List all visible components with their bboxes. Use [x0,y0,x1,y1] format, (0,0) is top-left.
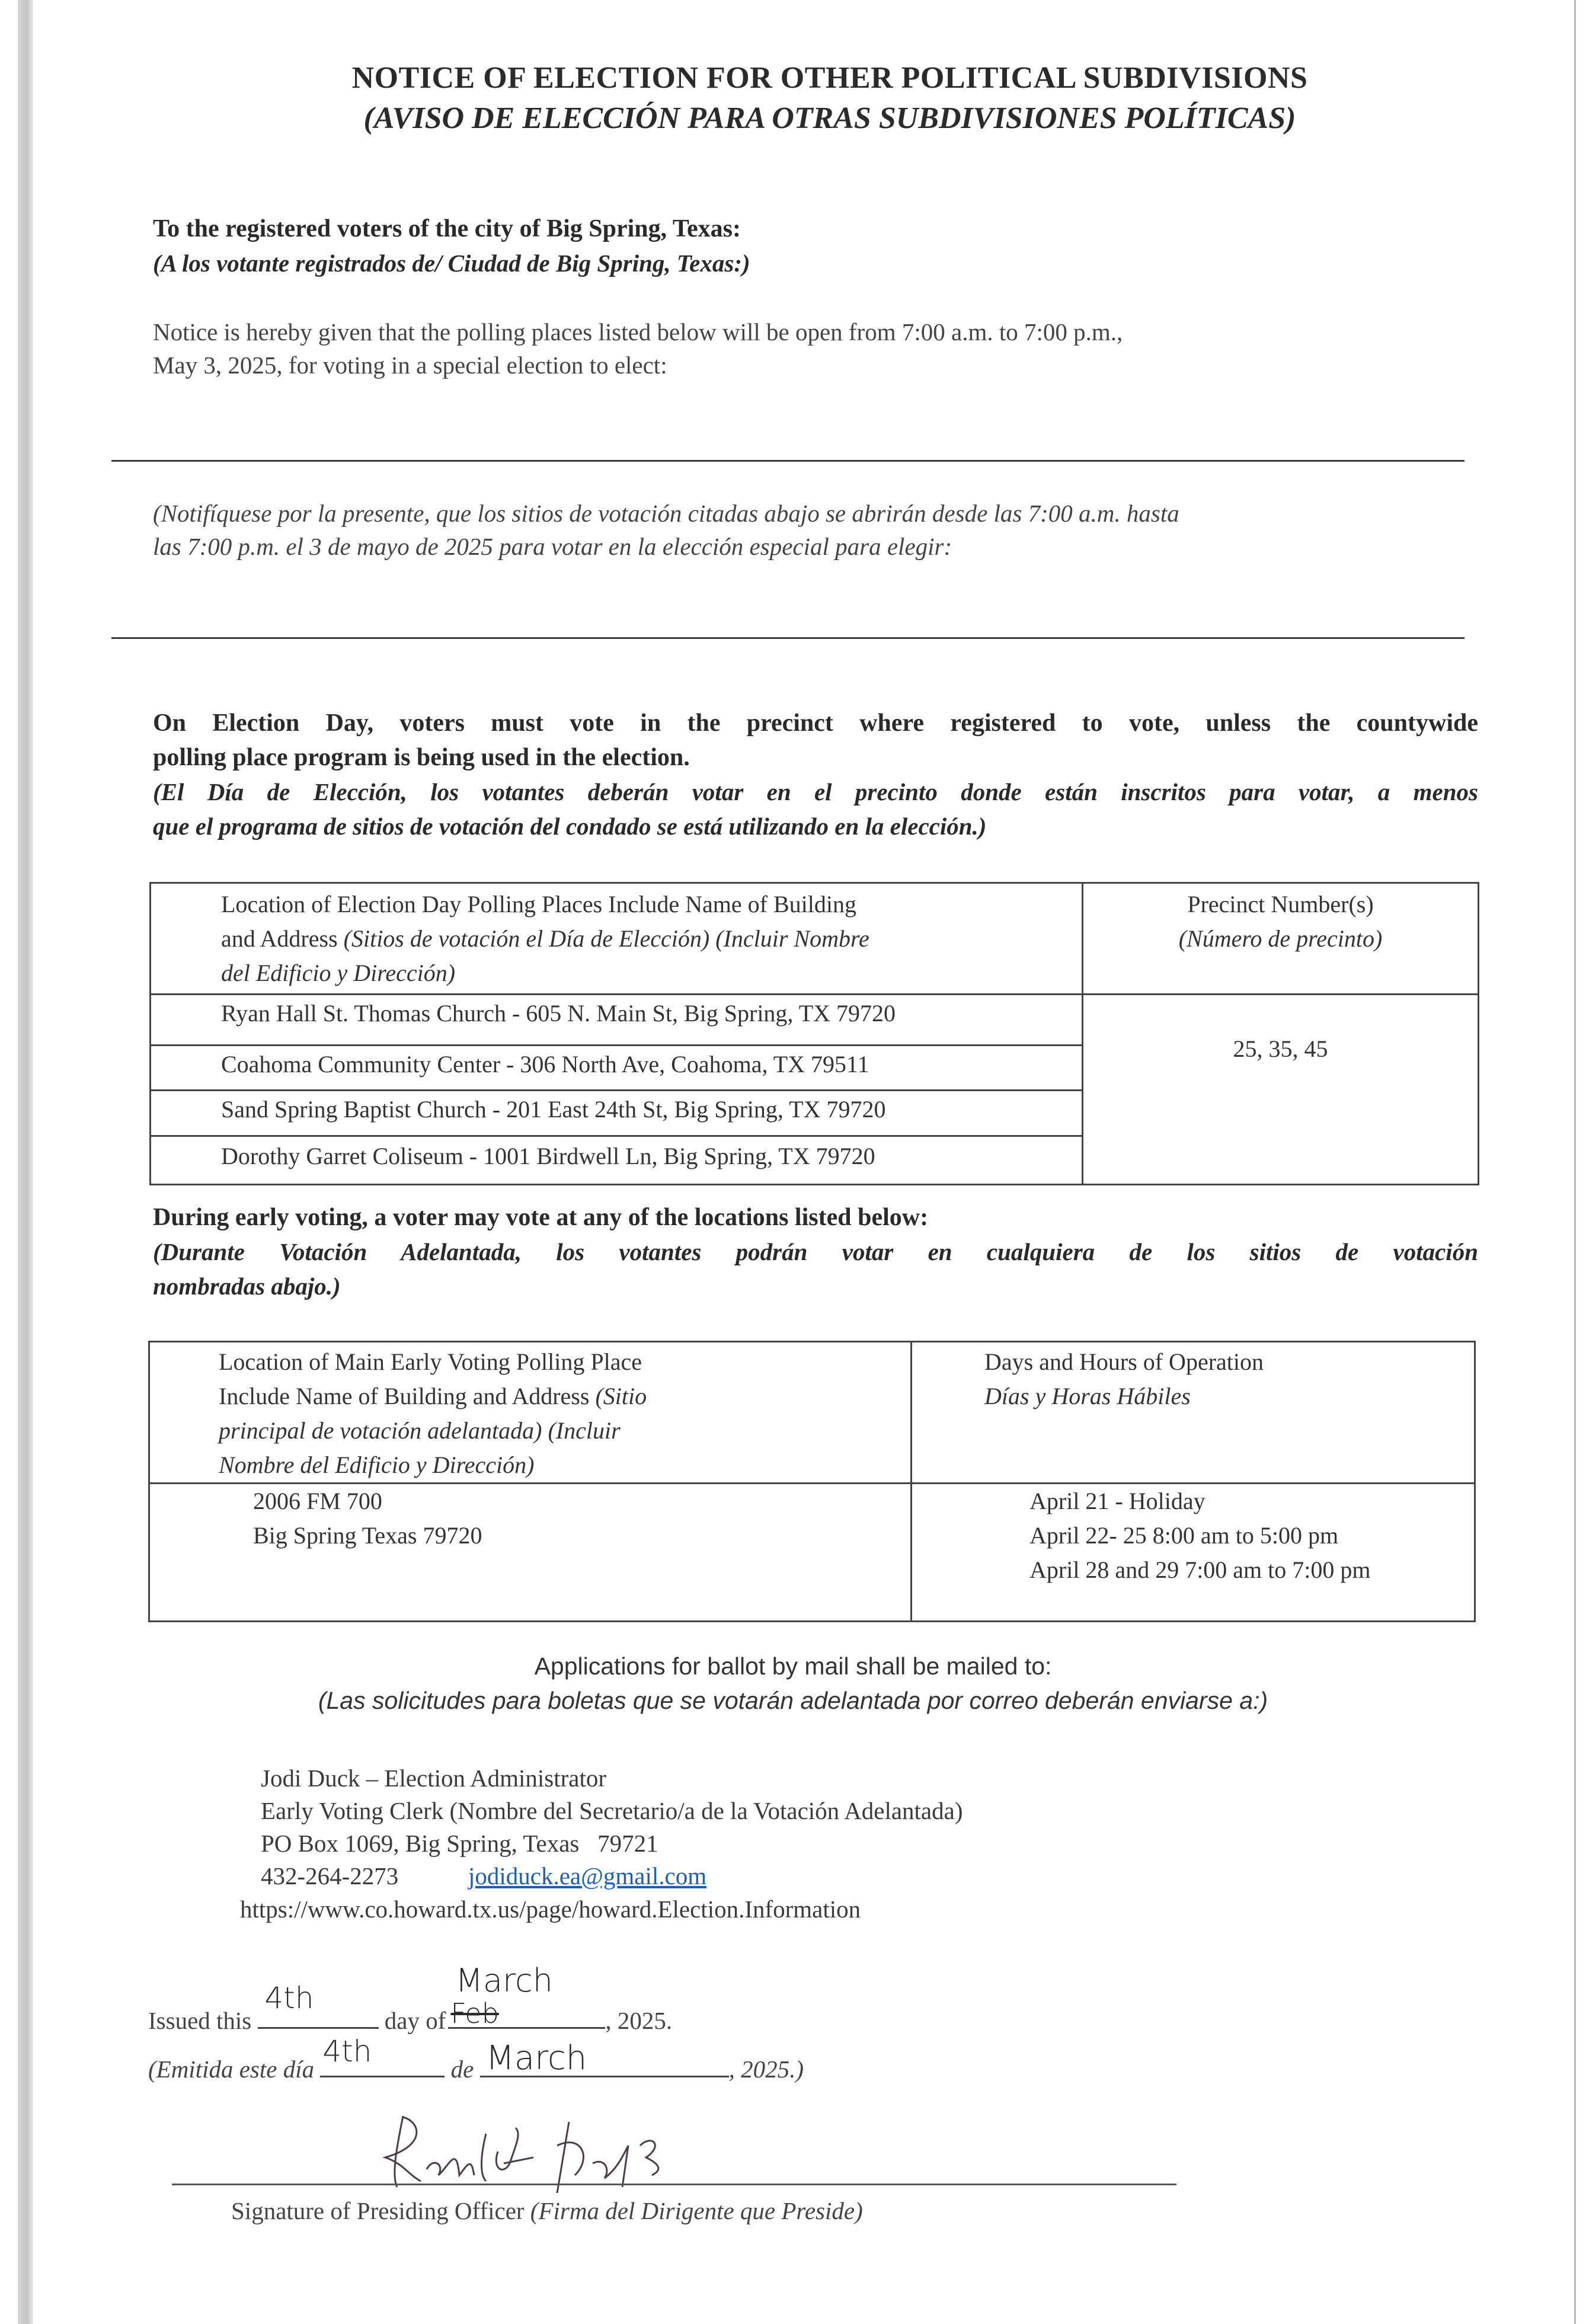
header-hours [912,1342,1475,1484]
scan-right-edge [1574,0,1576,2324]
elect-blank-line-spanish [111,637,1465,639]
header-early-location-text-4: Nombre del Edificio y Dirección) [219,1452,535,1478]
header-location-es: (Sitios de votación el Día de Elección) (Incluir Nombre [343,925,869,952]
issued-day-handwritten: 4th [264,1981,314,2015]
header-early-location-text-3: principal de votación adelantada) (Incluir [219,1417,621,1444]
early-voting-table [148,1341,1476,1622]
hours-line: April 28 and 29 7:00 am to 7:00 pm [1029,1556,1371,1583]
issued-prefix: Issued this [148,2007,252,2034]
polling-location: Coahoma Community Center - 306 North Ave, Coahoma, TX 79511 [221,1051,869,1078]
mail-heading-spanish: (Las solicitudes para boletas que se votarán adelantada por correo deberán enviarse a:) [318,1687,1268,1714]
hours-line: April 22- 25 8:00 am to 5:00 pm [1029,1522,1339,1549]
issued-day-field-es[interactable] [320,2034,445,2077]
mail-address: PO Box 1069, Big Spring, Texas 79721 [261,1830,658,1857]
issued-year-es: , 2025.) [728,2056,804,2083]
issued-mid-es: de [450,2056,474,2083]
issued-line [148,1962,673,2035]
header-location-text-3: del Edificio y Dirección) [221,960,456,986]
precinct-cell [1083,995,1479,1185]
header-early-location-es-2: (Sitio [595,1383,647,1409]
polling-location: Dorothy Garret Coliseum - 1001 Birdwell Ln, Big Spring, TX 79720 [221,1143,875,1169]
early-voting-heading: During early voting, a voter may vote at any of the locations listed below: [153,1204,929,1231]
header-precinct-es: (Número de precinto) [1178,925,1383,952]
elect-blank-line [111,460,1465,462]
mail-name: Jodi Duck – Election Administrator [261,1764,607,1792]
issued-month-es-handwritten: March [485,2039,587,2077]
header-early-location-text-1: Location of Main Early Voting Polling Place [219,1348,642,1375]
issued-month-handwritten: March [455,1962,553,1999]
issued-day-field[interactable] [258,1981,379,2029]
mail-clerk: Early Voting Clerk (Nombre del Secretario/a de la Votación Adelantada) [261,1797,963,1824]
header-location-text-1: Location of Election Day Polling Places Include Name of Building [221,891,856,918]
polling-location: Ryan Hall St. Thomas Church - 605 N. Main St, Big Spring, TX 79720 [221,1000,896,1027]
notice-line-1: Notice is hereby given that the polling places listed below will be open from 7:00 a.m. to 7:00 p.m., [153,318,1123,346]
issued-month-struck: Feb [450,1997,499,2029]
signature-caption [231,2197,863,2225]
early-voting-spanish-line-2: nombradas abajo.) [153,1273,341,1300]
header-hours-en: Days and Hours of Operation [984,1348,1264,1375]
issued-line-spanish [148,2034,804,2083]
hours-line: April 21 - Holiday [1029,1488,1206,1514]
issued-year: , 2025. [605,2007,673,2034]
notice-spanish-line-1: (Notifíquese por la presente, que los sitios de votación citadas abajo se abrirán desde las 7:00 a.m. hasta [153,500,1179,527]
election-day-line-2: polling place program is being used in the election. [153,744,690,771]
header-early-location-text-2: Include Name of Building and Address [219,1383,596,1409]
header-location-text-2 [221,922,1082,956]
header-hours-es: Días y Horas Hábiles [984,1383,1191,1409]
mail-phone: 432-264-2273 [261,1862,399,1890]
table-row [151,995,1083,1046]
header-location-en: and Address [221,925,344,952]
header-early-location [149,1342,912,1484]
mail-heading: Applications for ballot by mail shall be mailed to: [534,1652,1052,1680]
notice-line-2: May 3, 2025, for voting in a special election to elect: [153,351,667,379]
header-precinct-en: Precinct Number(s) [1187,891,1374,918]
hours-cell [912,1484,1475,1622]
precinct-numbers: 25, 35, 45 [1233,1035,1328,1062]
header-location [151,883,1083,995]
election-day-spanish-line-2: que el programa de sitios de votación del condado se está utilizando en la elección.) [153,813,987,840]
issued-month-field-es[interactable] [480,2039,729,2077]
salutation: To the registered voters of the city of Big Spring, Texas: [153,215,741,242]
issued-mid: day of [384,2007,446,2034]
early-location-cell [149,1484,912,1622]
header-precinct [1083,883,1479,995]
early-voting-spanish-line-1: (Durante Votación Adelantada, los votantes podrán votar en cualquiera de los sitios de votación [153,1238,1478,1265]
table-row [151,1091,1083,1136]
signature-caption-es: (Firma del Dirigente que Preside) [530,2197,863,2224]
early-address-line-2: Big Spring Texas 79720 [253,1522,482,1549]
mail-website: https://www.co.howard.tx.us/page/howard.Election.Information [240,1895,861,1923]
issued-prefix-es: (Emitida este día [148,2056,315,2083]
page-title: NOTICE OF ELECTION FOR OTHER POLITICAL SUBDIVISIONS [351,61,1308,95]
signature-scribble-icon [225,2110,818,2193]
notice-spanish-line-2: las 7:00 p.m. el 3 de mayo de 2025 para votar en la elección especial para elegir: [153,533,952,560]
issued-day-es-handwritten: 4th [322,2034,372,2069]
mail-email-link[interactable]: jodiduck.ea@gmail.com [468,1862,707,1890]
issued-month-field[interactable] [448,1962,605,2029]
salutation-spanish: (A los votante registrados de/ Ciudad de Big Spring, Texas:) [153,250,750,277]
election-day-spanish-line-1: (El Día de Elección, los votantes deberán votar en el precinto donde están inscritos para votar, a menos [153,778,1478,805]
table-row [151,1046,1083,1091]
polling-location: Sand Spring Baptist Church - 201 East 24th St, Big Spring, TX 79720 [221,1096,886,1123]
early-address-line-1: 2006 FM 700 [253,1488,382,1514]
signature-caption-en: Signature of Presiding Officer [231,2197,530,2224]
election-day-line-1: On Election Day, voters must vote in the precinct where registered to vote, unless the countywide [153,709,1478,737]
scan-left-edge [18,0,33,2324]
table-row [151,1136,1083,1185]
election-day-polling-table [149,882,1479,1185]
page-title-spanish: (AVISO DE ELECCIÓN PARA OTRAS SUBDIVISIONES POLÍTICAS) [363,101,1296,135]
signature-line [172,2184,1176,2185]
